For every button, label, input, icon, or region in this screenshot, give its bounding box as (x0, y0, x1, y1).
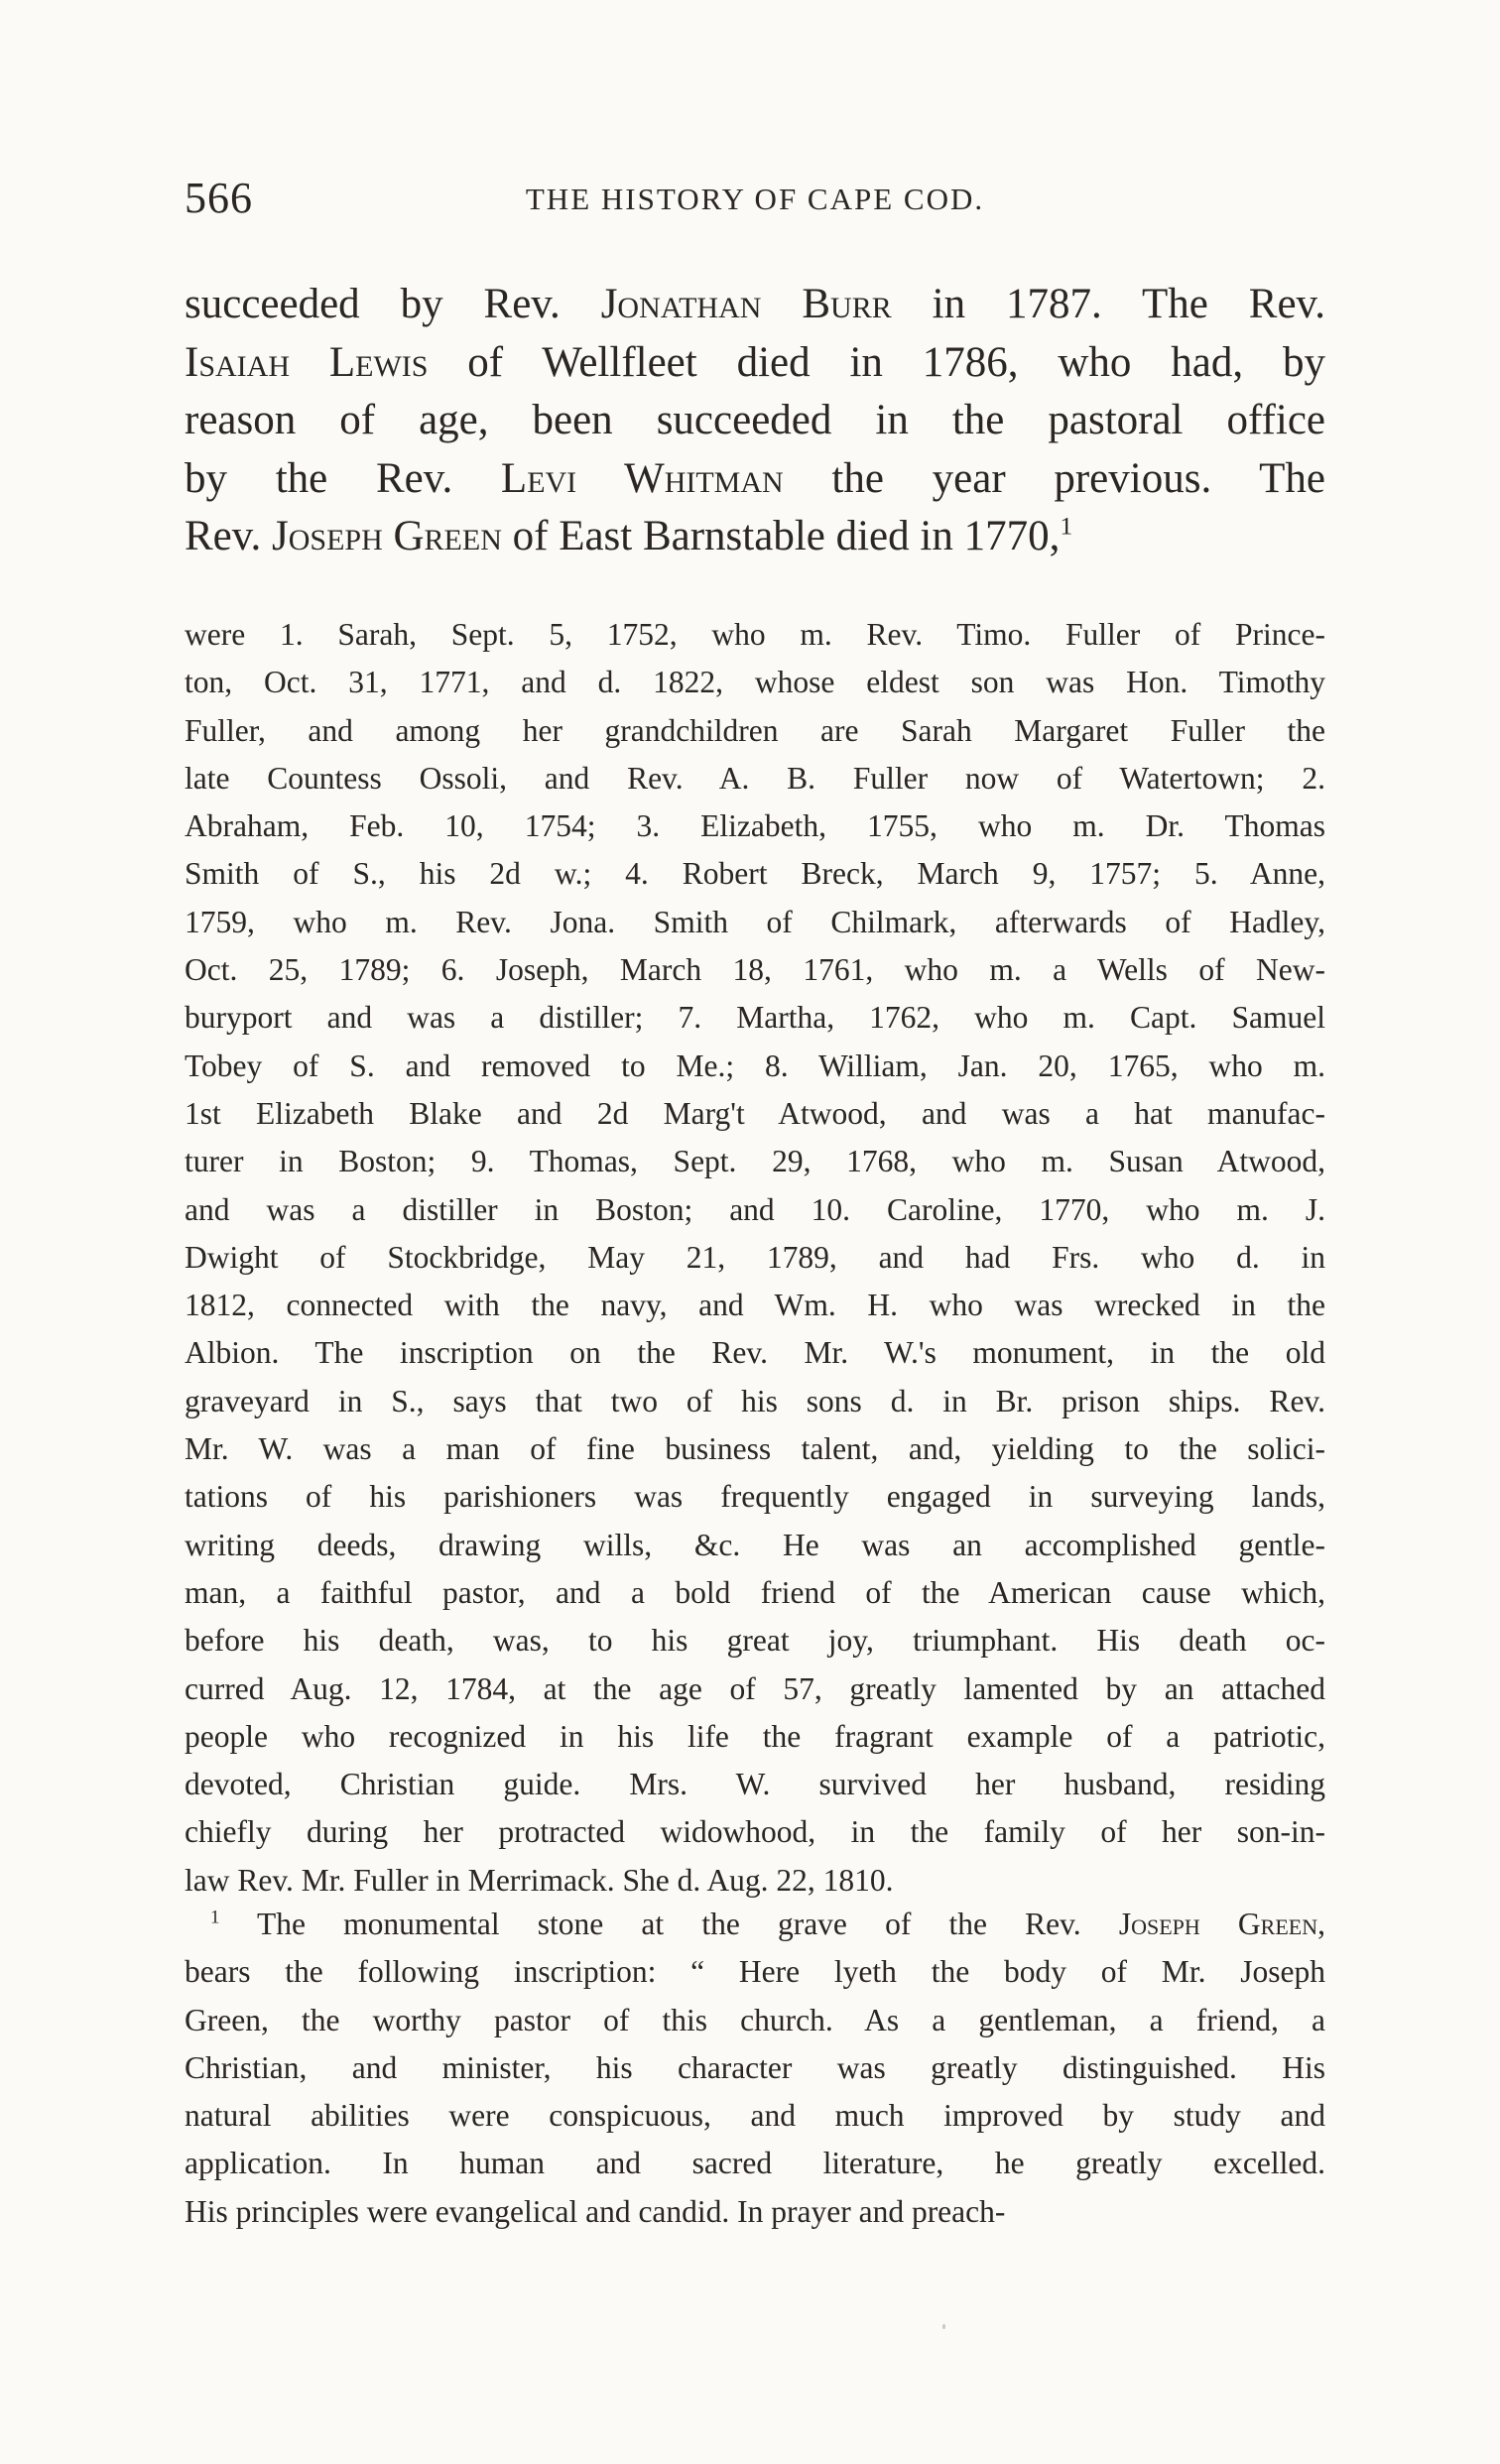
footnote-line (185, 2092, 1325, 2140)
text-run: the year previous. The (783, 454, 1325, 502)
note-line: 1st Elizabeth Blake and 2d Marg't Atwood, and was a hat manufac- (185, 1095, 1325, 1131)
note-line: ton, Oct. 31, 1771, and d. 1822, whose eldest son was Hon. Timothy (185, 665, 1325, 700)
text-run: Green, the worthy pastor of this church. As a gentleman, a friend, a (185, 2002, 1325, 2037)
note-line: buryport and was a distiller; 7. Martha, 1762, who m. Capt. Samuel (185, 1000, 1325, 1036)
footnote-line (185, 1948, 1325, 1996)
text-line (185, 508, 1325, 566)
footnote-line (185, 2140, 1325, 2187)
text-run: bears the following inscription: “ Here lyeth the body of Mr. Joseph (185, 1954, 1325, 1990)
footnote-line (185, 1997, 1325, 2044)
footnote-reference: 1 (1060, 512, 1073, 542)
small-caps-name: Levi Whitman (500, 454, 784, 502)
note-line: curred Aug. 12, 1784, at the age of 57, greatly lamented by an attached (185, 1670, 1325, 1706)
text-run: His principles were evangelical and candid. In prayer and preach- (185, 2193, 1006, 2229)
text-line (185, 450, 1325, 509)
paper-speck (942, 2324, 945, 2329)
text-run: succeeded by Rev. (185, 281, 601, 327)
text-run: of Wellfleet died in 1786, who had, by (428, 338, 1325, 386)
note-line: 1812, connected with the navy, and Wm. H. who was wrecked in the (185, 1288, 1325, 1323)
note-line: Abraham, Feb. 10, 1754; 3. Elizabeth, 1755, who m. Dr. Thomas (185, 808, 1325, 844)
text-run: of East Barnstable died in 1770, (501, 513, 1061, 560)
note-line: graveyard in S., says that two of his sons d. in Br. prison ships. Rev. (185, 1383, 1325, 1418)
note-line: turer in Boston; 9. Thomas, Sept. 29, 1768, who m. Susan Atwood, (185, 1144, 1325, 1179)
page-number: 566 (185, 174, 253, 222)
note-line: Smith of S., his 2d w.; 4. Robert Breck, March 9, 1757; 5. Anne, (185, 856, 1325, 892)
note-line: devoted, Christian guide. Mrs. W. survived her husband, residing (185, 1767, 1325, 1802)
text-line (185, 392, 1325, 450)
footnote-line (185, 2188, 1325, 2236)
text-run: natural abilities were conspicuous, and much improved by study and (185, 2098, 1325, 2134)
text-run: in 1787. The Rev. (891, 281, 1325, 327)
text-run: Rev. (185, 513, 272, 560)
page-header (185, 169, 1325, 228)
text-line (185, 334, 1325, 393)
text-run: by the Rev. (185, 454, 501, 502)
note-line: late Countess Ossoli, and Rev. A. B. Fuller now of Watertown; 2. (185, 760, 1325, 796)
note-line: law Rev. Mr. Fuller in Merrimack. She d. Aug. 22, 1810. (185, 1862, 894, 1898)
note-line: Tobey of S. and removed to Me.; 8. William, Jan. 20, 1765, who m. (185, 1047, 1325, 1083)
text-run: The monumental stone at the grave of the Rev. (219, 1907, 1119, 1941)
text-run: application. In human and sacred literature, he greatly excelled. (185, 2146, 1325, 2181)
main-text (185, 276, 1325, 566)
note-line: 1759, who m. Rev. Jona. Smith of Chilmark, afterwards of Hadley, (185, 904, 1325, 939)
small-caps-name: Jonathan Burr (600, 281, 892, 327)
text-line (185, 276, 1325, 334)
note-line: were 1. Sarah, Sept. 5, 1752, who m. Rev. Timo. Fuller of Prince- (185, 617, 1325, 652)
note-line: man, a faithful pastor, and a bold friend of the American cause which, (185, 1574, 1325, 1610)
note-line: writing deeds, drawing wills, &c. He was an accomplished gentle- (185, 1527, 1325, 1562)
note-line: and was a distiller in Boston; and 10. Caroline, 1770, who m. J. (185, 1191, 1325, 1227)
footnote-marker: 1 (210, 1907, 220, 1928)
note-line: chiefly during her protracted widowhood, in the family of her son-in- (185, 1814, 1325, 1850)
small-caps-name: Joseph Green (1118, 1907, 1318, 1941)
footnote-line (185, 2044, 1325, 2092)
continued-footnote (185, 611, 1325, 1905)
footnote-line (185, 1901, 1325, 1948)
text-run: reason of age, been succeeded in the pastoral office (185, 397, 1325, 444)
note-line: before his death, was, to his great joy, triumphant. His death oc- (185, 1623, 1325, 1659)
text-run: , (1317, 1907, 1325, 1941)
note-line: Mr. W. was a man of fine business talent, and, yielding to the solici- (185, 1431, 1325, 1467)
footnote-1 (185, 1901, 1325, 2236)
small-caps-name: Isaiah Lewis (185, 338, 429, 386)
note-line: people who recognized in his life the fragrant example of a patriotic, (185, 1718, 1325, 1754)
note-line: Fuller, and among her grandchildren are Sarah Margaret Fuller the (185, 712, 1325, 748)
note-line: Oct. 25, 1789; 6. Joseph, March 18, 1761, who m. a Wells of New- (185, 952, 1325, 988)
text-run: Christian, and minister, his character was greatly distinguished. His (185, 2049, 1325, 2085)
note-line: tations of his parishioners was frequently engaged in surveying lands, (185, 1479, 1325, 1515)
running-head: THE HISTORY OF CAPE COD. (525, 182, 985, 216)
small-caps-name: Joseph Green (271, 513, 502, 560)
note-line: Albion. The inscription on the Rev. Mr. W.'s monument, in the old (185, 1335, 1325, 1371)
note-line: Dwight of Stockbridge, May 21, 1789, and had Frs. who d. in (185, 1239, 1325, 1275)
